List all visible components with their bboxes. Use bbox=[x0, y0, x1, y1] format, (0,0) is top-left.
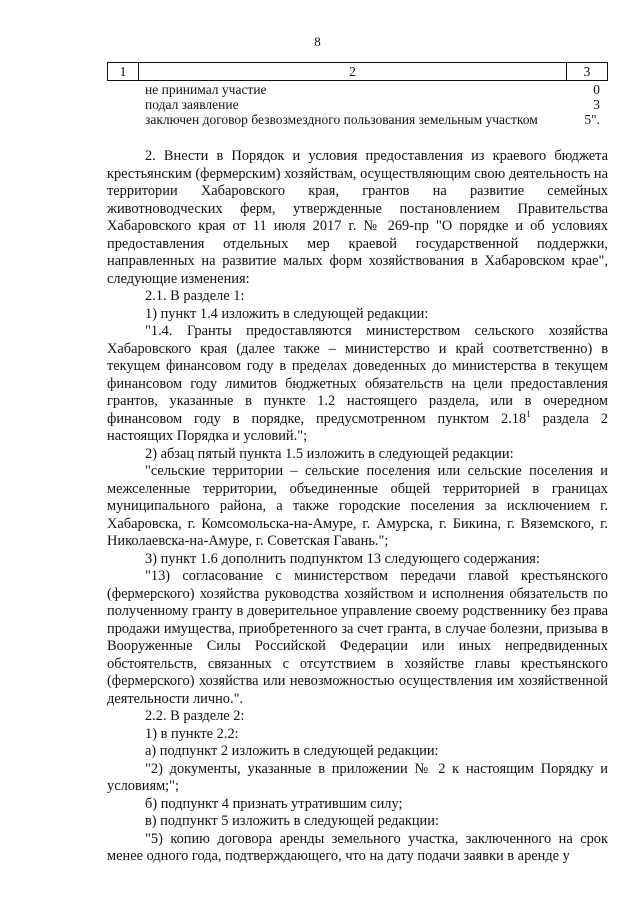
paragraph-text: раздела 2 настоящих Порядка и условий."; bbox=[107, 410, 608, 444]
table-row-value: 0 bbox=[593, 82, 600, 97]
paragraph bbox=[107, 323, 608, 446]
paragraph: "13) согласование с министерством передачи главой крестьянского (фермерского) хозяйства руководства хозяйством и исполнения обязательств по полученному гранту в доверительное управление своему родственнику без права продажи имущества, приобретенного за счет гранта, в случае болезни, призыва в Вооруженные Силы Российской Федерации или иных непредвиденных обстоятельств, связанных с отсутствием в хозяйстве главы крестьянского (фермерского) хозяйства или невозможностью осуществления им хозяйственной деятельности лично.". bbox=[107, 568, 608, 707]
paragraph: 1) пункт 1.4 изложить в следующей редакции: bbox=[145, 305, 429, 322]
paragraph: 2) абзац пятый пункта 1.5 изложить в следующей редакции: bbox=[145, 445, 514, 462]
table-header bbox=[107, 62, 608, 81]
paragraph: 3) пункт 1.6 дополнить подпунктом 13 следующего содержания: bbox=[145, 550, 540, 567]
table-row-label: заключен договор безвозмездного пользования земельным участком bbox=[145, 112, 538, 127]
paragraph: 2.1. В разделе 1: bbox=[145, 288, 245, 304]
paragraph: а) подпункт 2 изложить в следующей редакции: bbox=[145, 743, 439, 759]
paragraph-text: "1.4. Гранты предоставляются министерством сельского хозяйства Хабаровского края (далее также – министерство и край соответственно) в текущем финансовом году в пределах доведенных до министерства в текущем финансовом году лимитов бюджетных обязательств на цели предоставления грантов, указанные в пункте 1.2 настоящего раздела, или в очередном финансовом году в порядке, предусмотренном пунктом 2.18 bbox=[107, 323, 608, 427]
table-row bbox=[107, 97, 608, 112]
paragraph: 2.2. В разделе 2: bbox=[145, 708, 245, 724]
paragraph: "2) документы, указанные в приложении № 2 к настоящим Порядку и условиям;"; bbox=[107, 760, 608, 794]
paragraph: 1) в пункте 2.2: bbox=[145, 725, 239, 742]
table-header-col-3: 3 bbox=[567, 63, 608, 81]
table-row bbox=[107, 112, 608, 127]
table-row bbox=[107, 82, 608, 97]
paragraph: в) подпункт 5 изложить в следующей редакции: bbox=[145, 813, 439, 829]
document-body bbox=[107, 148, 608, 866]
table-header-col-2: 2 bbox=[139, 63, 567, 81]
table-row-label: не принимал участие bbox=[145, 82, 267, 97]
paragraph: б) подпункт 4 признать утратившим силу; bbox=[145, 795, 403, 812]
table-rows bbox=[107, 82, 608, 127]
table-row-value: 3 bbox=[593, 97, 600, 112]
paragraph: "сельские территории – сельские поселения или сельские поселения и межселенные территории, объединенные общей территорией в границах муниципального района, а также городские поселения за исключением г. Хабаровска, г. Комсомольска-на-Амуре, г. Амурска, г. Бикина, г. Вяземского, г. Николаевска-на-Амуре, г. Советская Гавань."; bbox=[107, 463, 608, 549]
table-header-col-1: 1 bbox=[108, 63, 139, 81]
paragraph: 2. Внести в Порядок и условия предоставления из краевого бюджета крестьянским (фермерским) хозяйствам, осуществляющим свою деятельность на территории Хабаровского края, грантов на развитие семейных животноводческих ферм, утвержденные постановлением Правительства Хабаровского края от 11 июля 2017 г. № 269-пр "О порядке и об условиях предоставления отдельных мер краевой государственной поддержки, направленных на развитие малых форм хозяйствования в Хабаровском крае", следующие изменения: bbox=[107, 148, 608, 287]
superscript: 1 bbox=[526, 408, 531, 419]
table-row-value: 5". bbox=[584, 112, 600, 127]
table-row-label: подал заявление bbox=[145, 97, 239, 112]
paragraph: "5) копию договора аренды земельного участка, заключенного на срок менее одного года, подтверждающего, что на дату подачи заявки в аренде у bbox=[107, 830, 608, 864]
page-number: 8 bbox=[314, 34, 321, 49]
